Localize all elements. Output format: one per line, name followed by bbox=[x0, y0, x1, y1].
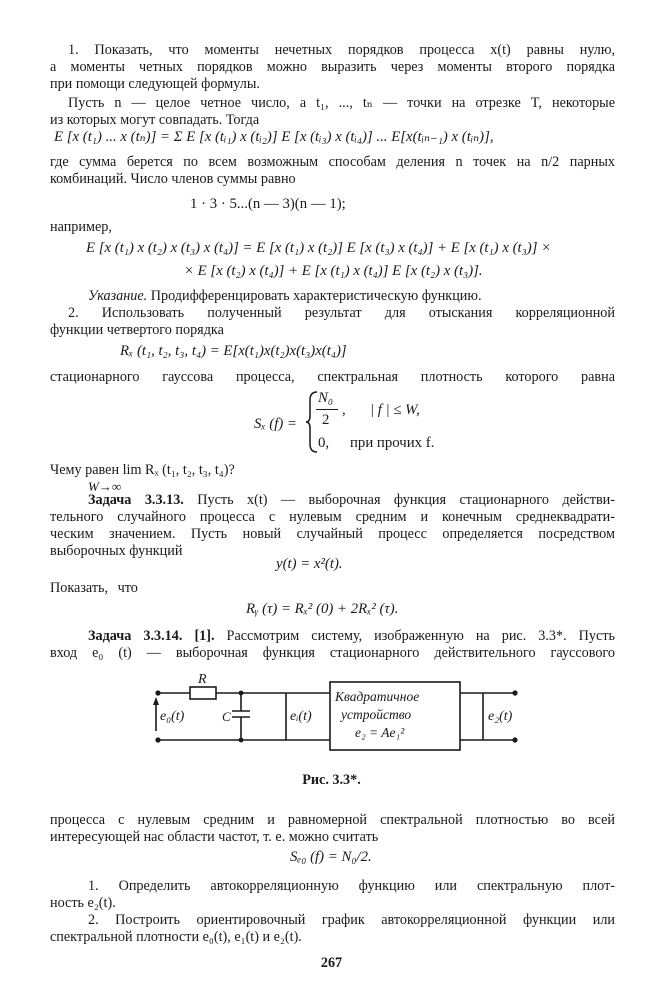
input-signal-label: e₀(t) bbox=[160, 709, 185, 724]
example-label: например, bbox=[50, 219, 112, 235]
show-that: Показать, что bbox=[50, 580, 138, 596]
spectral-condition-2: при прочих f. bbox=[350, 435, 435, 451]
device-label-line-2: устройство bbox=[341, 707, 412, 722]
figure-caption: Рис. 3.3*. bbox=[302, 772, 361, 788]
paragraph-8-line-2: ность e₂(t). bbox=[50, 895, 116, 911]
task-13-label: Задача 3.3.13. bbox=[88, 492, 184, 508]
white-noise-formula: Sₑ₀ (f) = N₀/2. bbox=[290, 849, 372, 865]
output-signal-label: e₂(t) bbox=[488, 709, 513, 724]
paragraph-8-line-1: 1. Определить автокорреляционную функцию или спектральную плот- bbox=[88, 878, 615, 894]
term-count-formula: 1 · 3 · 5...(n — 3)(n — 1); bbox=[190, 196, 346, 212]
task-14-label: Задача 3.3.14. [1]. bbox=[88, 628, 215, 644]
correlation-function-formula: Rₓ (t₁, t₂, t₃, t₄) = E[x(t₁)x(t₂)x(t₃)x(t₄)] bbox=[120, 343, 347, 359]
task-14-text: Рассмотрим систему, изображенную на рис. 3.3*. Пусть bbox=[214, 628, 615, 644]
paragraph-2-line-1: Пусть n — целое четное число, а t₁, ..., tₙ — точки на отрезке T, некоторые bbox=[68, 95, 615, 111]
resistor-label: R bbox=[198, 672, 207, 687]
paragraph-1-line-3: при помощи следующей формулы. bbox=[50, 76, 260, 92]
intermediate-signal-label: eᵢ(t) bbox=[290, 709, 312, 724]
task-13-text: Пусть x(t) — выборочная функция стационарного действи- bbox=[183, 492, 615, 508]
paragraph-1-line-1: 1. Показать, что моменты нечетных порядков процесса x(t) равны нулю, bbox=[68, 42, 615, 58]
device-label-line-3: e₂ = Ae₁² bbox=[355, 725, 405, 740]
paragraph-5-line-2: функции четвертого порядка bbox=[50, 322, 224, 338]
moment-formula: E [x (t₁) ... x (tₙ)] = Σ E [x (tᵢ₁) x (tᵢ₂)] E [x (tᵢ₃) x (tᵢ₄)] ... E[x(tᵢₙ₋₁) x (tᵢₙ)], bbox=[54, 129, 494, 145]
limit-question: Чему равен lim Rₓ (t₁, t₂, t₃, t₄)? bbox=[50, 462, 235, 478]
paragraph-3-line-1: где сумма берется по всем возможным способам деления n точек на n/2 парных bbox=[50, 154, 615, 170]
spectral-condition-1: | f | ≤ W, bbox=[370, 402, 420, 418]
paragraph-3-line-2: комбинаций. Число членов суммы равно bbox=[50, 171, 296, 187]
paragraph-9-line-1: 2. Построить ориентировочный график автокорреляционной функции или bbox=[88, 912, 615, 928]
example-formula-line-2: × E [x (t₂) x (t₄)] + E [x (t₁) x (t₄)] E [x (t₂) x (t₃)]. bbox=[184, 263, 483, 279]
hint-label: Указание. bbox=[88, 288, 148, 304]
task-14-line-2: вход e₀ (t) — выборочная функция стационарного действительного гауссового bbox=[50, 645, 615, 661]
paragraph-5-line-1: 2. Использовать полученный результат для отыскания корреляционной bbox=[68, 305, 615, 321]
task-13-line-4: выборочных функций bbox=[50, 543, 183, 559]
example-formula-line-1: E [x (t₁) x (t₂) x (t₃) x (t₄)] = E [x (t₁) x (t₂)] E [x (t₃) x (t₄)] + E [x (t₁) x (t₃)] × bbox=[86, 240, 552, 256]
paragraph-1-line-2: а моменты четных порядков можно выразить через моменты второго порядка bbox=[50, 59, 615, 75]
autocorrelation-formula: Rᵧ (τ) = Rₓ² (0) + 2Rₓ² (τ). bbox=[246, 601, 399, 617]
capacitor-label: C bbox=[222, 709, 231, 724]
limit-subscript: W→∞ bbox=[88, 479, 122, 494]
paragraph-7-line-2: интересующей нас области частот, т. е. можно считать bbox=[50, 829, 379, 845]
spectral-zero: 0, bbox=[318, 435, 330, 451]
paragraph-2-line-2: из которых могут совпадать. Тогда bbox=[50, 112, 260, 128]
spectral-numerator: N₀ bbox=[318, 390, 334, 406]
page-number: 267 bbox=[320, 955, 343, 971]
spectral-denominator: 2 bbox=[322, 412, 330, 428]
task-13-line-3: ческим значением. Пусть новый случайный процесс определяется посредством bbox=[50, 526, 615, 542]
paragraph-9-line-2: спектральной плотности e₀(t), e₁(t) и e₂(t). bbox=[50, 929, 302, 945]
task-13-line-2: тельного случайного процесса с нулевым средним и конечным среднеквадрати- bbox=[50, 509, 615, 525]
square-process-formula: y(t) = x²(t). bbox=[276, 556, 343, 572]
paragraph-7-line-1: процесса с нулевым средним и равномерной спектральной плотностью во всей bbox=[50, 812, 615, 828]
hint-text: Продифференцировать характеристическую функцию. bbox=[147, 288, 482, 304]
paragraph-6: стационарного гауссова процесса, спектральная плотность которого равна bbox=[50, 369, 615, 385]
comma: , bbox=[342, 402, 346, 418]
device-label-line-1: Квадратичное bbox=[335, 689, 420, 704]
spectral-lhs: Sₓ (f) = bbox=[254, 416, 297, 432]
